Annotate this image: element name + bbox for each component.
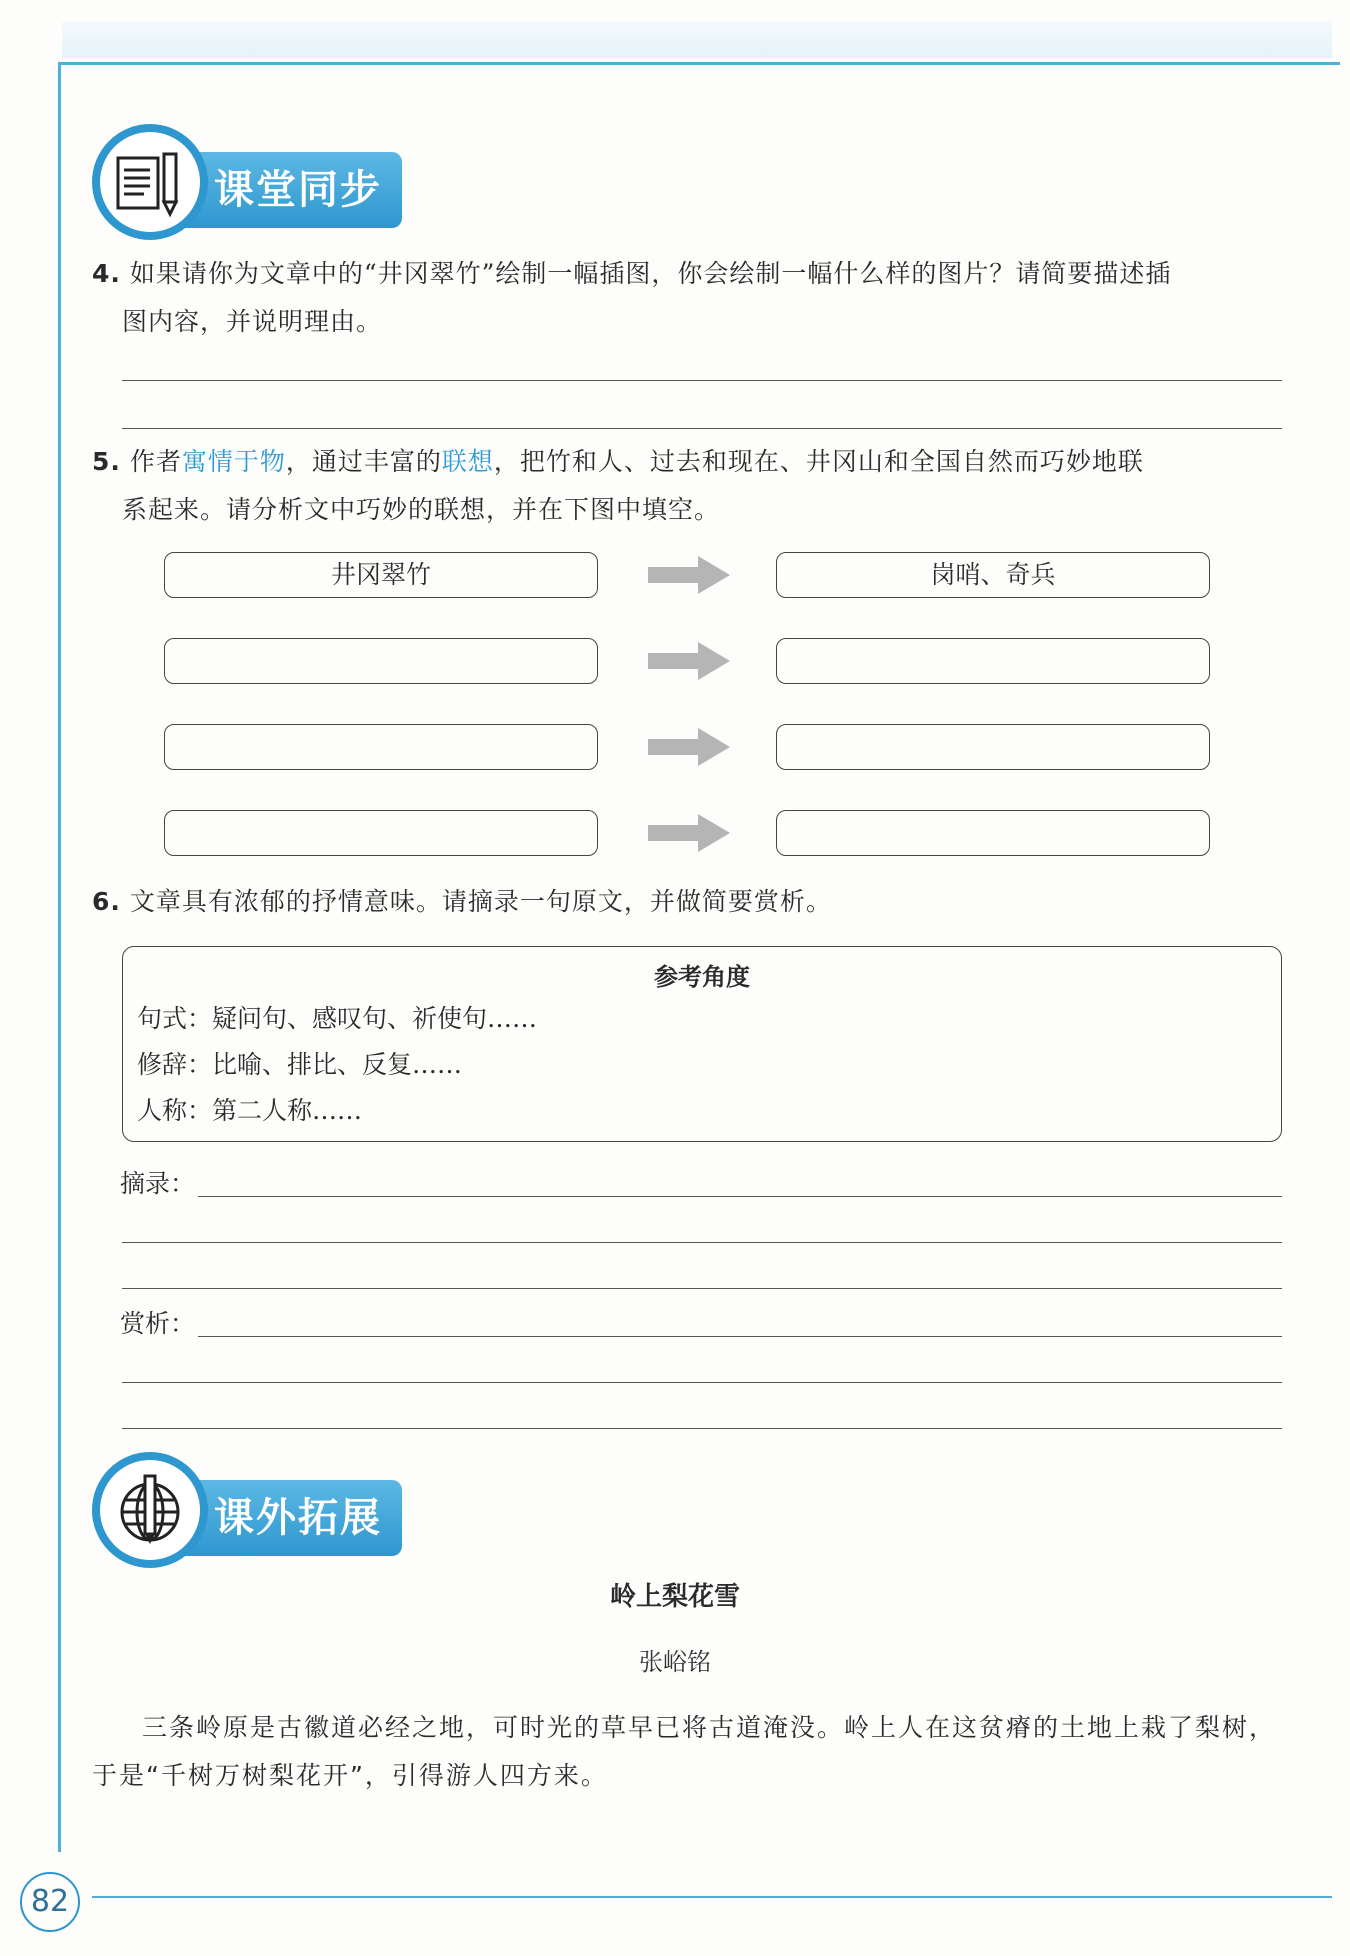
question-text: 文章具有浓郁的抒情意味。请摘录一句原文，并做简要赏析。 <box>129 887 832 916</box>
answer-line[interactable] <box>122 428 1282 429</box>
answer-line[interactable] <box>122 1382 1282 1383</box>
section-header-extra <box>92 1452 412 1570</box>
excerpt-label: 摘录： <box>120 1169 196 1198</box>
question-number: 6. <box>92 887 121 916</box>
frame-top-line <box>58 62 1340 65</box>
frame-bottom-line <box>92 1896 1332 1898</box>
question-number: 5. <box>92 447 121 476</box>
assoc-right-box[interactable] <box>776 638 1210 684</box>
arrow-right-icon <box>644 724 734 770</box>
text-mid: ，通过丰富的 <box>285 447 442 476</box>
highlight-term: 寓情于物 <box>181 447 286 476</box>
assoc-left-box[interactable] <box>164 810 598 856</box>
header-strip <box>62 22 1332 58</box>
reference-line: 人称：第二人称…… <box>137 1096 363 1125</box>
assoc-right-box[interactable] <box>776 724 1210 770</box>
arrow-right-icon <box>644 552 734 598</box>
answer-line[interactable] <box>122 1288 1282 1289</box>
answer-line[interactable] <box>122 380 1282 381</box>
question-number: 4. <box>92 259 121 288</box>
question-text-cont: 系起来。请分析文中巧妙的联想，并在下图中填空。 <box>122 495 721 524</box>
answer-line[interactable] <box>122 1428 1282 1429</box>
answer-line[interactable] <box>122 1242 1282 1243</box>
text-pre: 作者 <box>129 447 182 476</box>
article-title: 岭上梨花雪 <box>609 1582 740 1612</box>
question-6 <box>92 878 1292 926</box>
analysis-label: 赏析： <box>120 1309 196 1338</box>
arrow-right-icon <box>644 810 734 856</box>
article-author: 张峪铭 <box>639 1648 711 1676</box>
arrow-right-icon <box>644 638 734 684</box>
text-post: ，把竹和人、过去和现在、井冈山和全国自然而巧妙地联 <box>493 447 1144 476</box>
assoc-left-box[interactable] <box>164 638 598 684</box>
highlight-term: 联想 <box>441 447 494 476</box>
question-text: 如果请你为文章中的“井冈翠竹”绘制一幅插图，你会绘制一幅什么样的图片？请简要描述插 <box>129 259 1172 288</box>
analysis-line[interactable] <box>198 1336 1282 1337</box>
question-5 <box>92 438 1292 534</box>
section-title: 课外拓展 <box>152 1480 402 1556</box>
question-4 <box>92 250 1292 346</box>
question-text-cont: 图内容，并说明理由。 <box>122 307 383 336</box>
article-body: 三条岭原是古徽道必经之地，可时光的草早已将古道淹没。岭上人在这贫瘠的土地上栽了梨树，于是“千树万树梨花开”，引得游人四方来。 <box>92 1713 1277 1790</box>
assoc-left-box[interactable]: 井冈翠竹 <box>164 552 598 598</box>
reference-line: 修辞：比喻、排比、反复…… <box>137 1050 463 1079</box>
globe-pen-icon <box>92 1452 208 1568</box>
excerpt-line[interactable] <box>198 1196 1282 1197</box>
assoc-right-box[interactable] <box>776 810 1210 856</box>
section-title: 课堂同步 <box>152 152 402 228</box>
reference-title: 参考角度 <box>654 963 750 991</box>
section-header-class <box>92 124 412 242</box>
reference-box <box>122 946 1282 1142</box>
assoc-right-box[interactable]: 岗哨、奇兵 <box>776 552 1210 598</box>
reference-line: 句式：疑问句、感叹句、祈使句…… <box>137 1004 538 1033</box>
page-number: 82 <box>20 1872 80 1932</box>
assoc-left-box[interactable] <box>164 724 598 770</box>
book-pencil-icon <box>92 124 208 240</box>
